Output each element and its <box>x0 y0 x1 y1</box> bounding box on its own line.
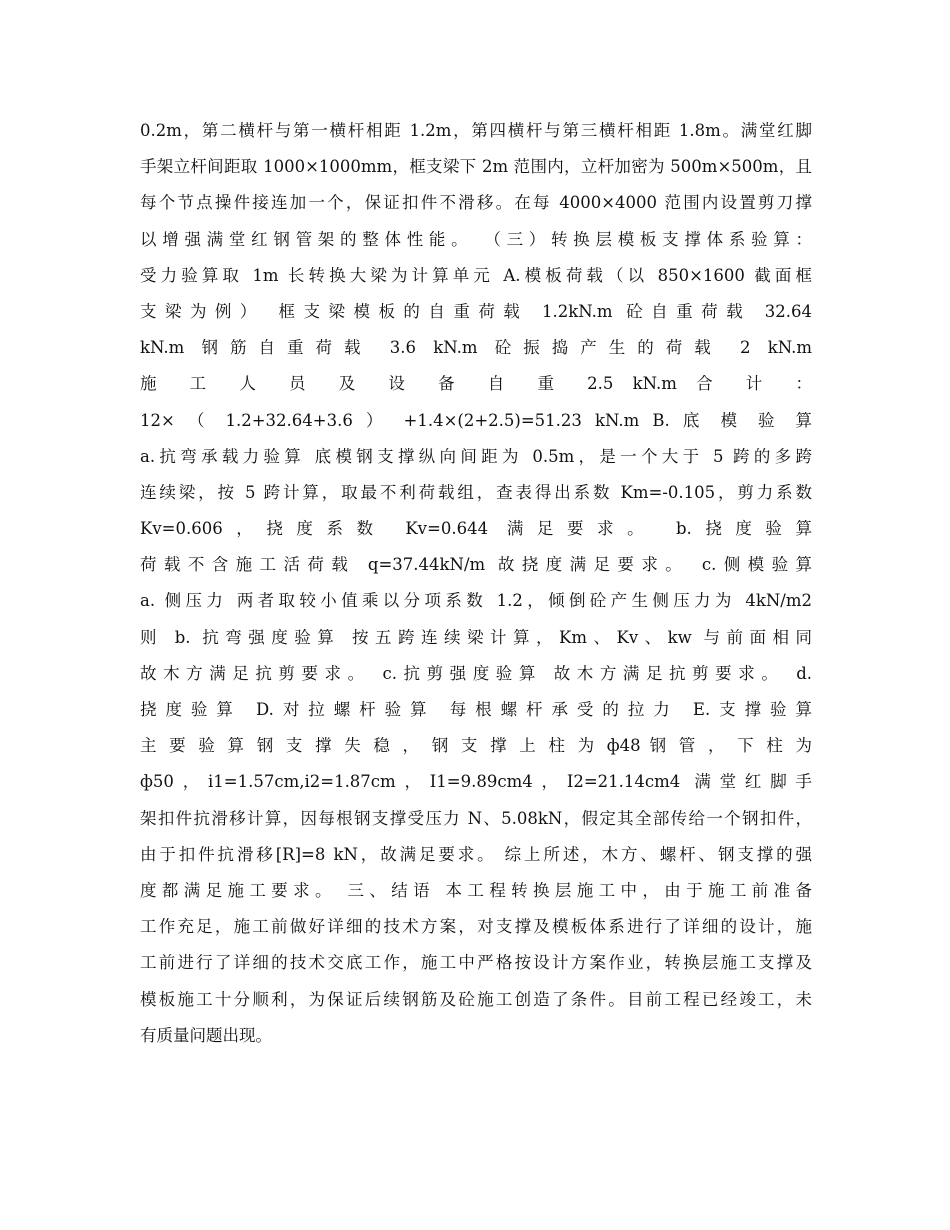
text-line: 荷载不含施工活荷载 q=37.44kN/m 故挠度满足要求。 c.侧模验算 <box>140 555 812 575</box>
text-line: 模板施工十分顺利，为保证后续钢筋及砼施工创造了条件。目前工程已经竣工，未 <box>140 989 812 1009</box>
text-line: 以增强满堂红钢管架的整体性能。 （三）转换层模板支撑体系验算： <box>140 229 812 249</box>
text-line: 受力验算取 1m 长转换大梁为计算单元 A.模板荷载（以 850×1600 截面框 <box>140 265 812 285</box>
text-line: 0.2m，第二横杆与第一横杆相距 1.2m，第四横杆与第三横杆相距 1.8m。满堂红脚 <box>140 121 812 140</box>
text-line: kN.m 钢筋自重荷载 3.6 kN.m 砼振捣产生的荷载 2 kN.m <box>140 338 812 358</box>
text-line: 工作充足，施工前做好详细的技术方案，对支撑及模板体系进行了详细的设计，施 <box>140 917 812 937</box>
text-line: a. 侧压力 两者取较小值乘以分项系数 1.2，倾倒砼产生侧压力为 4kN/m2 <box>140 591 812 611</box>
text-line-last: 有质量问题出现。 <box>140 1025 272 1045</box>
text-line: 12× （ 1.2+32.64+3.6 ） +1.4×(2+2.5)=51.23 kN.m B. 底 模 验 算 <box>140 410 812 430</box>
text-line: Kv=0.606，挠度系数 Kv=0.644 满足要求。 b.挠度验算 <box>140 519 812 539</box>
text-line: 工前进行了详细的技术交底工作，施工中严格按设计方案作业，转换层施工支撑及 <box>140 953 812 973</box>
text-line: 则 b. 抗弯强度验算 按五跨连续梁计算，Km、Kv、kw 与前面相同 <box>140 627 812 647</box>
text-line: 主 要 验 算 钢 支 撑 失 稳 ， 钢 支 撑 上 柱 为 ф48 钢 管 ， 下 柱 为 <box>140 736 812 756</box>
body-text <box>140 113 812 1054</box>
text-line: 施 工 人 员 及 设 备 自 重 2.5 kN.m 合 计 ： <box>140 374 812 394</box>
text-line: 故木方满足抗剪要求。 c.抗剪强度验算 故木方满足抗剪要求。 d. <box>140 663 812 683</box>
text-line: 挠度验算 D.对拉螺杆验算 每根螺杆承受的拉力 E.支撑验算 <box>140 700 812 719</box>
text-line: 度都满足施工要求。 三、结语 本工程转换层施工中，由于施工前准备 <box>140 880 812 900</box>
text-line: 每个节点操件接连加一个，保证扣件不滑移。在每 4000×4000 范围内设置剪刀撑 <box>140 193 812 213</box>
text-line: 手架立杆间距取 1000×1000mm，框支梁下 2m 范围内，立杆加密为 500m×500m，且 <box>140 157 812 177</box>
text-line: 由于扣件抗滑移[R]=8 kN，故满足要求。 综上所述，木方、螺杆、钢支撑的强 <box>140 844 812 864</box>
text-line: 连续梁，按 5 跨计算，取最不利荷载组，查表得出系数 Km=-0.105，剪力系数 <box>140 482 812 502</box>
text-line: 架扣件抗滑移计算，因每根钢支撑受压力 N、5.08kN，假定其全部传给一个钢扣件， <box>140 808 812 828</box>
text-line: ф50，i1=1.57cm,i2=1.87cm，I1=9.89cm4，I2=21.14cm4 满堂红脚手 <box>140 772 812 792</box>
text-line: 支梁为例） 框支梁模板的自重荷载 1.2kN.m 砼自重荷载 32.64 <box>140 301 812 321</box>
text-line: a.抗弯承载力验算 底模钢支撑纵向间距为 0.5m，是一个大于 5 跨的多跨 <box>140 446 812 466</box>
